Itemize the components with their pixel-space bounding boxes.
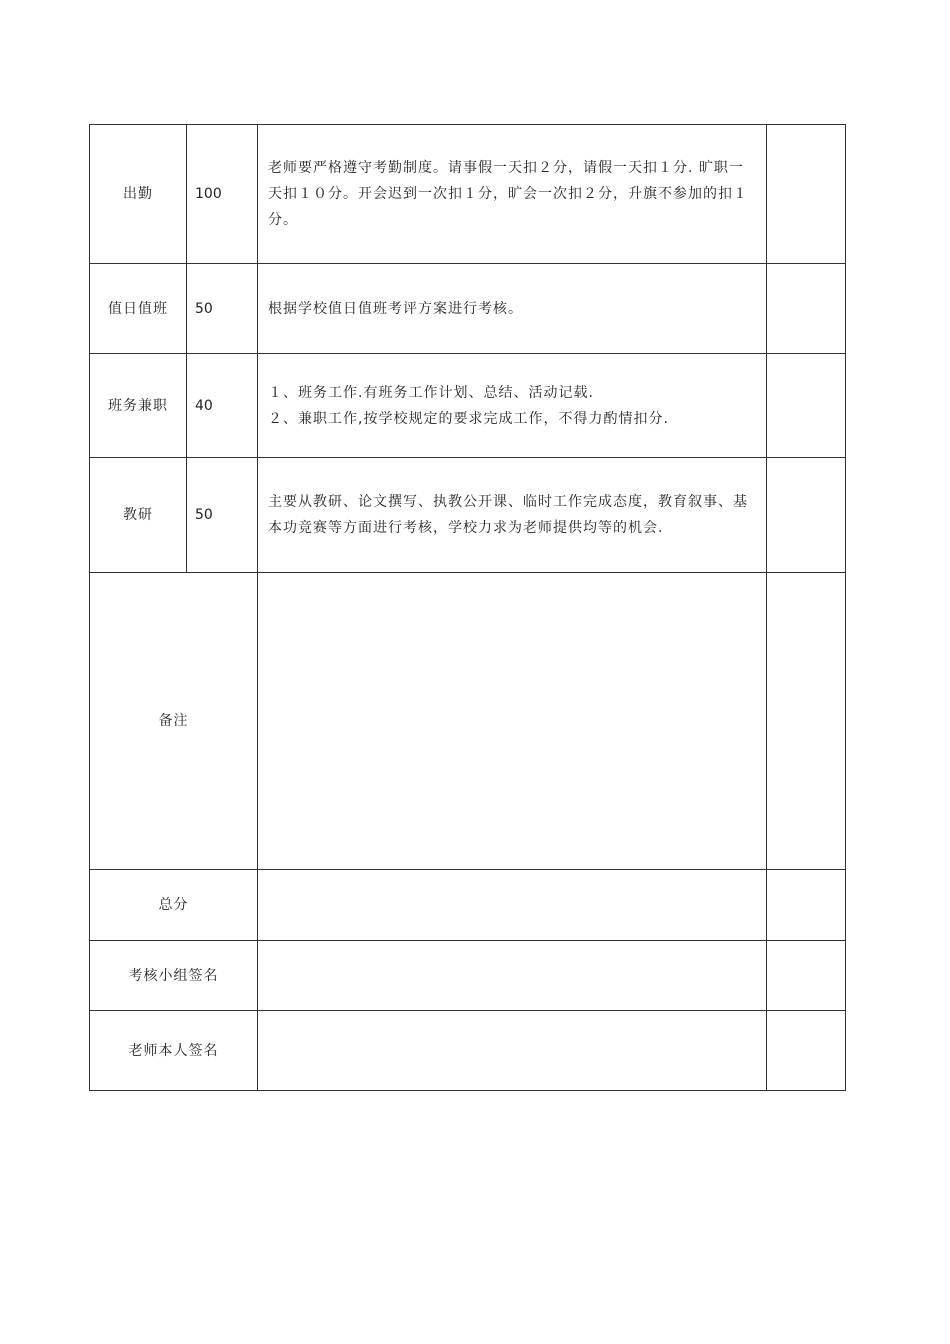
teacher-signature-label: 老师本人签名 bbox=[90, 1011, 258, 1091]
table-row-group-signature bbox=[90, 941, 846, 1011]
description-cell: 老师要严格遵守考勤制度。请事假一天扣２分，请假一天扣１分. 旷职一天扣１０分。开会迟到一次扣１分，旷会一次扣２分，升旗不参加的扣１分。 bbox=[258, 125, 767, 264]
group-signature-cell[interactable] bbox=[258, 941, 767, 1011]
description-cell: 主要从教研、论文撰写、执教公开课、临时工作完成态度，教育叙事、基本功竞赛等方面进行考核，学校力求为老师提供均等的机会. bbox=[258, 458, 767, 573]
table-row-research bbox=[90, 458, 846, 573]
result-cell[interactable] bbox=[767, 125, 846, 264]
remarks-result-cell[interactable] bbox=[767, 573, 846, 870]
result-cell[interactable] bbox=[767, 354, 846, 458]
table-row-duty bbox=[90, 264, 846, 354]
total-label: 总分 bbox=[90, 870, 258, 941]
description-cell bbox=[258, 354, 767, 458]
table-row-teacher-signature bbox=[90, 1011, 846, 1091]
score-cell: 40 bbox=[187, 354, 258, 458]
group-signature-label: 考核小组签名 bbox=[90, 941, 258, 1011]
group-signature-result-cell[interactable] bbox=[767, 941, 846, 1011]
teacher-signature-result-cell[interactable] bbox=[767, 1011, 846, 1091]
item-name-cell: 值日值班 bbox=[90, 264, 187, 354]
table-row-remarks bbox=[90, 573, 846, 870]
description-cell: 根据学校值日值班考评方案进行考核。 bbox=[258, 264, 767, 354]
description-line: ２、兼职工作,按学校规定的要求完成工作，不得力酌情扣分. bbox=[268, 410, 669, 427]
score-cell: 100 bbox=[187, 125, 258, 264]
description-line: １、班务工作.有班务工作计划、总结、活动记载. bbox=[268, 384, 594, 401]
score-cell: 50 bbox=[187, 458, 258, 573]
item-name-cell: 出勤 bbox=[90, 125, 187, 264]
table-row-total bbox=[90, 870, 846, 941]
remarks-content-cell[interactable] bbox=[258, 573, 767, 870]
result-cell[interactable] bbox=[767, 264, 846, 354]
total-result-cell[interactable] bbox=[767, 870, 846, 941]
item-name-cell: 班务兼职 bbox=[90, 354, 187, 458]
item-name-cell: 教研 bbox=[90, 458, 187, 573]
assessment-table bbox=[89, 124, 846, 1091]
total-content-cell[interactable] bbox=[258, 870, 767, 941]
table-row-attendance bbox=[90, 125, 846, 264]
teacher-signature-cell[interactable] bbox=[258, 1011, 767, 1091]
score-cell: 50 bbox=[187, 264, 258, 354]
result-cell[interactable] bbox=[767, 458, 846, 573]
remarks-label: 备注 bbox=[90, 573, 258, 870]
table-row-class-duties bbox=[90, 354, 846, 458]
